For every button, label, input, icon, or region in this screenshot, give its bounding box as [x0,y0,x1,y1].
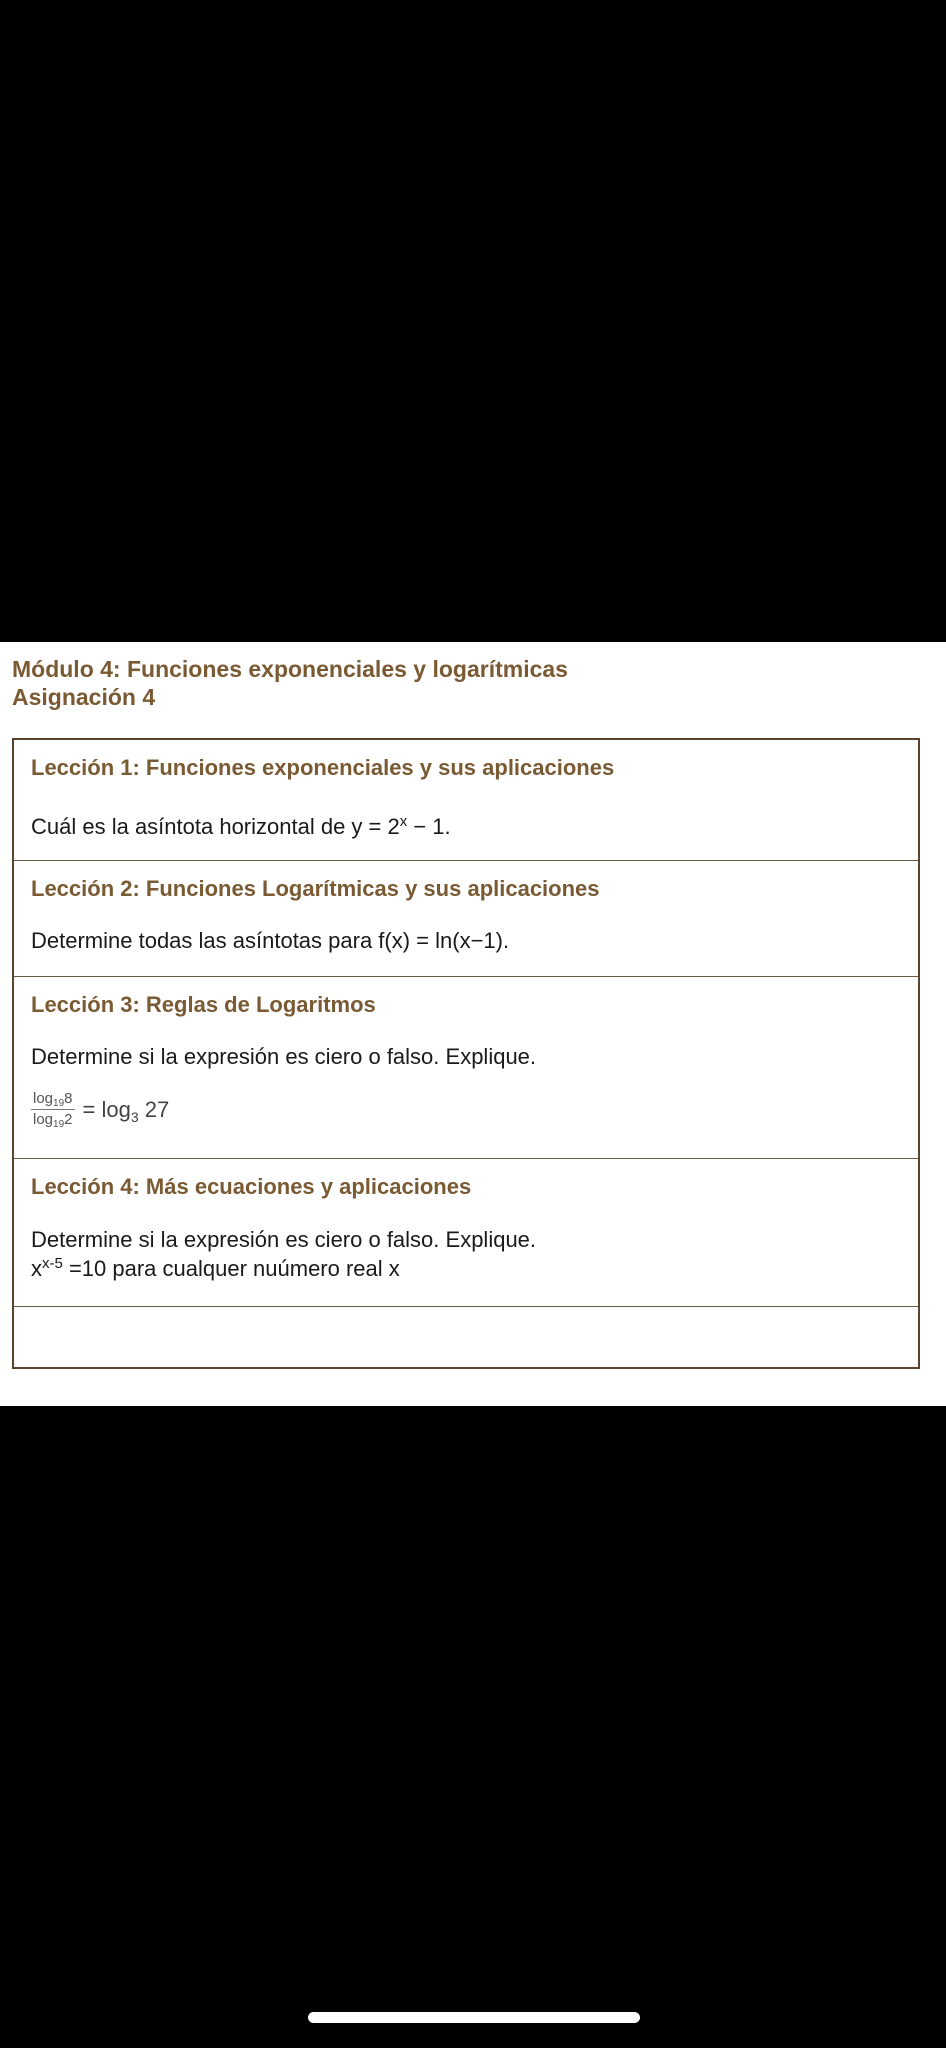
lesson-1-question: Cuál es la asíntota horizontal de $y = 2^x - 1$. [31,813,451,839]
lesson-2-question: Determine todas las asíntotas para f(x) = ln(x−1). [31,928,510,953]
exponent: x-5 [42,1255,63,1272]
lesson-3-row [14,977,918,1159]
lesson-1-row [14,740,918,861]
assignment-title: Asignación 4 [12,684,156,710]
lesson-4-question: Determine si la expresión es ciero o falso. Explique. [31,1227,537,1252]
lessons-table [12,738,920,1369]
lesson-3-question: Determine si la expresión es ciero o falso. Explique. [31,1044,537,1069]
fraction-denominator: $\log_{19}2$ [33,1111,73,1130]
log-formula [31,1091,169,1128]
lesson-4-row [14,1159,918,1307]
lesson-4-title: Lección 4: Más ecuaciones y aplicaciones [31,1174,472,1199]
lesson-2-title: Lección 2: Funciones Logarítmicas y sus aplicaciones [31,876,600,901]
module-title: Módulo 4: Funciones exponenciales y logarítmicas [12,656,568,682]
home-indicator[interactable] [308,2012,640,2023]
fraction-numerator: $\log_{19}8$ [33,1090,73,1109]
exponent: x [399,813,408,830]
lesson-3-title: Lección 3: Reglas de Logaritmos [31,992,376,1017]
empty-row [14,1307,918,1367]
document-page [0,642,946,1406]
lesson-4-statement: $x^{x-5} =10$ para cualquer nuúmero real x [31,1255,400,1281]
lesson-2-row [14,861,918,977]
lesson-1-title: Lección 1: Funciones exponenciales y sus aplicaciones [31,755,615,780]
log-fraction [31,1091,75,1128]
formula-right-side: = $\log_3 27$ [82,1096,170,1125]
